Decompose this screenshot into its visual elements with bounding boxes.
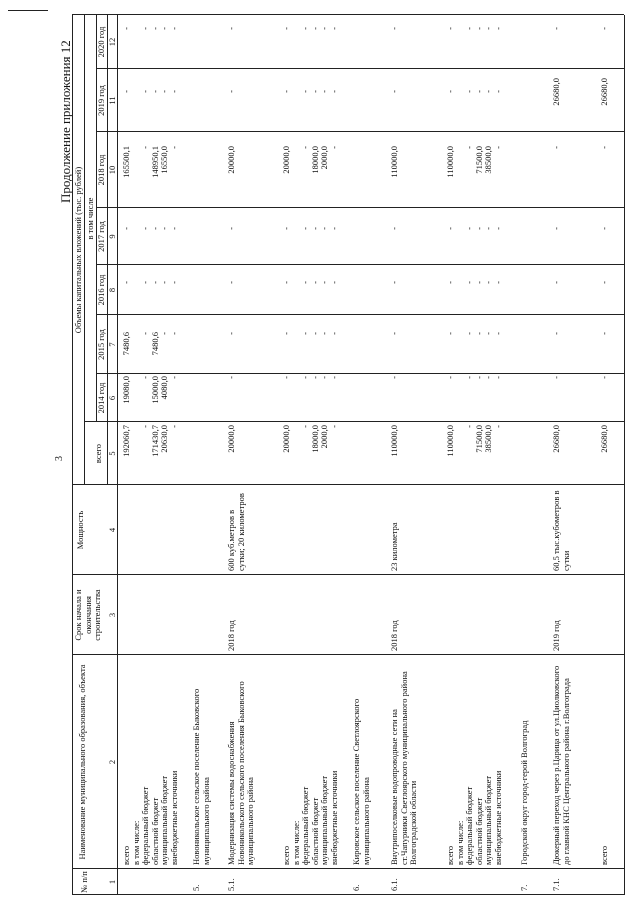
header-year: 2017 год (96, 221, 106, 252)
municipality-name: Новоникольское сельское поселение Быковского муниципального района (191, 688, 211, 865)
capacity: 600 куб.метров в сутки; 20 километров (226, 493, 246, 571)
value-2014: - (551, 376, 561, 379)
col-index: 4 (107, 527, 117, 533)
col-index: 3 (107, 612, 117, 618)
value-2014: - - - - - (445, 376, 503, 379)
value-2017: - - - - - (121, 227, 179, 230)
value-2015: - (599, 332, 609, 335)
page-number: 3 (54, 456, 65, 461)
value-2019: - - - - - (281, 90, 339, 93)
value-2018: 110000,0 - 71500,0 38500,0 - (445, 146, 503, 178)
value-2016: - (551, 281, 561, 284)
value-total: 20000,0 - 18000,0 2000,0 - (281, 425, 339, 453)
funding-labels: всего в том числе: федеральный бюджет областной бюджет муниципальный бюджет внебюджетные источники (281, 770, 339, 865)
header-year: 2016 год (96, 274, 106, 306)
value-2015: - - - - - (281, 332, 339, 335)
value-2018: 110000,0 (389, 146, 399, 178)
value-2017: - (551, 227, 561, 230)
value-2018: 20000,0 - 18000,0 2000,0 - (281, 146, 339, 174)
value-2018: - (551, 146, 561, 149)
funding-labels: всего в том числе: федеральный бюджет областной бюджет муниципальный бюджет внебюджетные источники (445, 770, 503, 865)
row-num: 5.1. (226, 878, 236, 891)
value-2016: - (226, 281, 236, 284)
value-total: 110000,0 (389, 425, 399, 457)
value-2014: - (226, 376, 236, 379)
municipality-name: Городской округ город-герой Волгоград (519, 720, 529, 865)
value-2017: - - - - - (445, 227, 503, 230)
value-2019: - (389, 90, 399, 93)
value-2014: - (389, 376, 399, 379)
value-2017: - - - - - (281, 227, 339, 230)
col-index: 1 (107, 879, 117, 885)
row-num: 7. (519, 884, 529, 891)
value-2020: - (226, 27, 236, 30)
col-index: 6 (107, 395, 117, 401)
col-index: 7 (107, 342, 117, 347)
value-2015: - (551, 332, 561, 335)
value-2019: - - - - - (445, 90, 503, 93)
municipality-name: Кировское сельское поселение Светлоярского муниципального района (351, 698, 371, 865)
value-2020: - - - - - (121, 27, 179, 30)
value-total: 192060,7 - 171430,7 20630,0 - (121, 425, 179, 457)
value-2017: - (599, 227, 609, 230)
funding-label-total: всего (599, 845, 609, 865)
header-power: Мощность (75, 510, 85, 550)
row-num: 7.1. (551, 878, 561, 891)
value-2017: - (389, 227, 399, 230)
value-total: 26680,0 (599, 425, 609, 453)
col-index: 10 (107, 165, 117, 175)
value-2018: - (599, 146, 609, 149)
header-year: 2015 год (96, 329, 106, 360)
header-term: Срок начала и окончания строительства (73, 589, 102, 641)
value-2018: 165500,1 - 148950,1 16550,0 - (121, 146, 179, 178)
funding-labels: всего в том числе: федеральный бюджет областной бюджет муниципальный бюджет внебюджетные источники (121, 770, 179, 865)
value-2019: 26680,0 (599, 78, 609, 106)
col-index: 11 (107, 96, 117, 105)
construction-term: 2019 год (551, 620, 561, 651)
value-2014: - - - - - (281, 376, 339, 379)
value-2014: 19080,0 - 15000,0 4080,0 - (121, 376, 179, 404)
capacity: 60,5 тыс.кубометров в сутки (551, 490, 571, 571)
row-num: 6.1. (389, 878, 399, 891)
value-total: 20000,0 (226, 425, 236, 453)
col-index: 5 (107, 451, 117, 456)
value-2016: - - - - - (121, 281, 179, 284)
construction-term: 2018 год (226, 620, 236, 651)
value-2016: - (599, 281, 609, 284)
appendix-title: Продолжение приложения 12 (58, 40, 73, 203)
col-index: 8 (107, 287, 117, 293)
col-index: 2 (107, 759, 117, 765)
header-year: 2014 год (96, 382, 106, 414)
header-incl: в том числе (85, 197, 95, 240)
row-num: 6. (351, 884, 361, 891)
header-year: 2018 год (96, 154, 106, 186)
header-name: Наименование муниципального образования, объекта (77, 664, 87, 860)
value-2018: 20000,0 (226, 146, 236, 174)
value-2020: - (551, 27, 561, 30)
value-total: 110000,0 - 71500,0 38500,0 - (445, 425, 503, 457)
header-year: 2020 год (96, 26, 106, 58)
header-volumes: Объемы капитальных вложений (тыс. рублей) (73, 166, 83, 334)
value-2019: - (226, 90, 236, 93)
value-2016: - (389, 281, 399, 284)
value-2016: - - - - - (281, 281, 339, 284)
object-name: Модернизация системы водоснабжения Новоникольского сельского поселения Быковского муниципального района (226, 681, 255, 865)
value-2015: - (226, 332, 236, 335)
value-2020: - (389, 27, 399, 30)
construction-term: 2018 год (389, 620, 399, 651)
object-name: Внутрипоселковые водопроводные сети на ст.Чапурники Светлоярского муниципального района Волгоградской области (389, 671, 418, 865)
value-2017: - (226, 227, 236, 230)
value-2020: - (599, 27, 609, 30)
capacity: 23 километра (389, 522, 399, 571)
header-year: 2019 год (96, 85, 106, 116)
value-2016: - - - - - (445, 281, 503, 284)
value-2015: 7480,6 - 7480,6 - - (121, 332, 179, 356)
value-2019: 26680,0 (551, 78, 561, 106)
value-2015: - (389, 332, 399, 335)
value-2015: - - - - - (445, 332, 503, 335)
col-index: 9 (107, 234, 117, 239)
value-2020: - - - - - (281, 27, 339, 30)
object-name: Дюкерный переход через р.Царица от ул.Циолковского до главной КНС Центрального района г.Волгограда (551, 665, 571, 865)
value-2019: - - - - - (121, 90, 179, 93)
value-total: 26680,0 (551, 425, 561, 453)
header-num: № п/п (79, 871, 89, 893)
row-num: 5. (191, 884, 201, 891)
col-index: 12 (107, 37, 117, 47)
value-2014: - (599, 376, 609, 379)
header-total: всего (93, 443, 103, 464)
value-2020: - - - - - (445, 27, 503, 30)
